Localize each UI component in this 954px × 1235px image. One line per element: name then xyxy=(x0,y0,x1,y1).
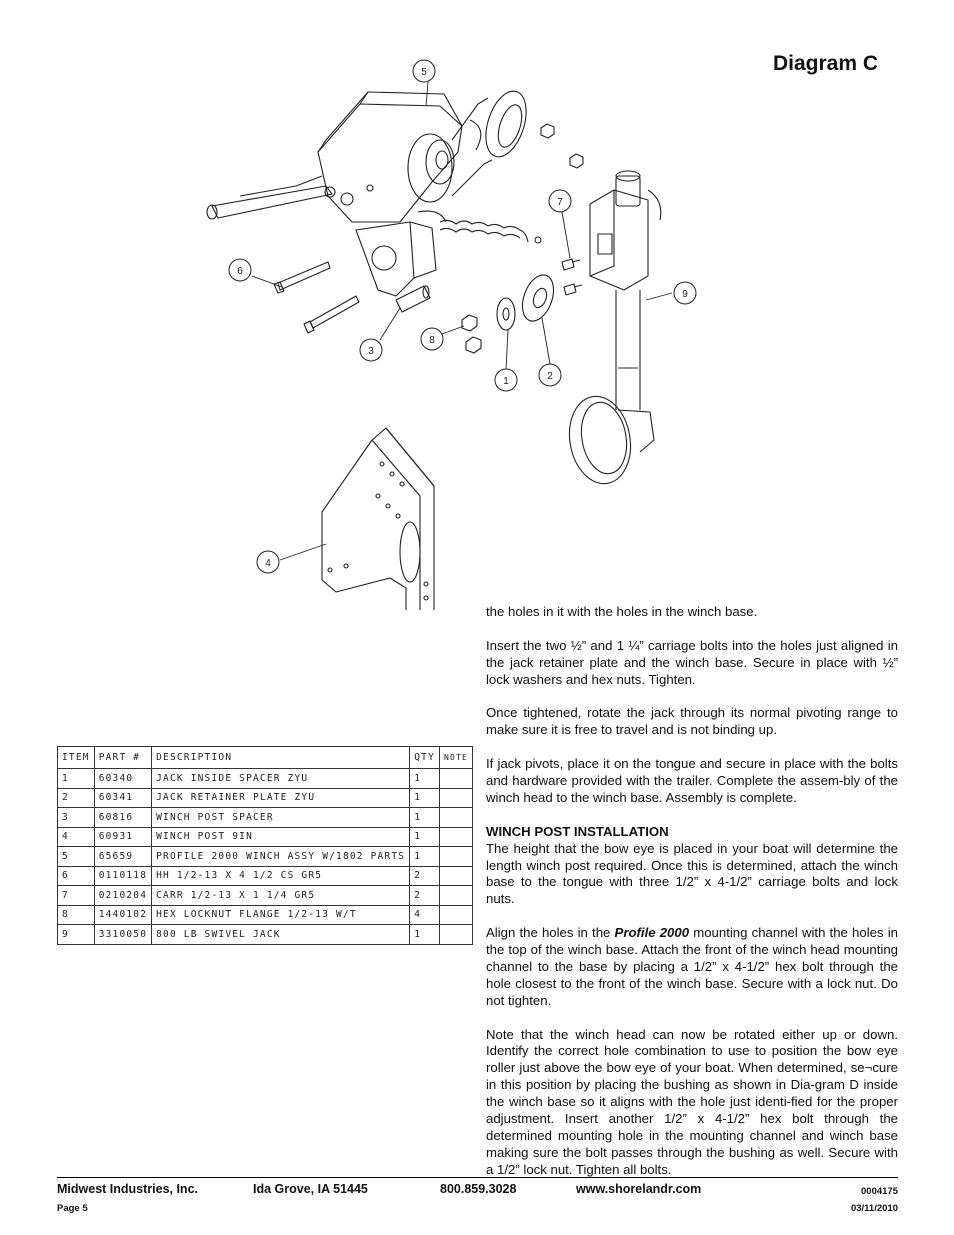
footer-location: Ida Grove, IA 51445 xyxy=(253,1182,368,1196)
hex-bolts-drawing xyxy=(274,262,430,333)
table-row xyxy=(58,808,473,828)
cell-qty: 2 xyxy=(410,886,440,906)
table-row xyxy=(58,866,473,886)
cell-part-number: 0110118 xyxy=(94,866,151,886)
cell-part-number: 0210204 xyxy=(94,886,151,906)
callout-7 xyxy=(549,190,571,212)
table-row xyxy=(58,925,473,945)
cell-note xyxy=(440,925,473,945)
footer-doc-number: 0004175 xyxy=(861,1186,898,1197)
parts-list-table xyxy=(57,746,473,945)
jack-plates-drawing xyxy=(497,271,559,330)
cell-description: JACK INSIDE SPACER ZYU xyxy=(152,769,410,789)
cell-item: 3 xyxy=(58,808,95,828)
svg-text:5: 5 xyxy=(421,67,427,78)
footer-website: www.shorelandr.com xyxy=(576,1182,702,1196)
cell-item: 8 xyxy=(58,905,95,925)
callout-3 xyxy=(360,339,382,361)
cell-part-number: 3310050 xyxy=(94,925,151,945)
cell-description: WINCH POST 9IN xyxy=(152,827,410,847)
carriage-bolts-drawing xyxy=(562,259,582,295)
footer-company: Midwest Industries, Inc. xyxy=(57,1182,198,1196)
paragraph: The height that the bow eye is placed in your boat will determine the length winch post required. Once this is determined, attach the winch base to the tongue with three 1/2” x 4-1/2” carriage bolts and lock nuts. xyxy=(486,840,898,907)
cell-qty: 1 xyxy=(410,827,440,847)
cell-qty: 1 xyxy=(410,788,440,808)
swivel-jack-drawing xyxy=(563,171,661,489)
cell-description: CARR 1/2-13 X 1 1/4 GR5 xyxy=(152,886,410,906)
cell-note xyxy=(440,905,473,925)
hex-nuts-drawing xyxy=(541,124,583,168)
table-row xyxy=(58,788,473,808)
cell-qty: 1 xyxy=(410,808,440,828)
cell-qty: 1 xyxy=(410,769,440,789)
cell-note xyxy=(440,827,473,847)
cell-note xyxy=(440,808,473,828)
svg-text:1: 1 xyxy=(503,376,509,387)
instructions-column xyxy=(486,604,898,1179)
svg-text:4: 4 xyxy=(265,558,271,569)
svg-text:3: 3 xyxy=(368,346,374,357)
cell-item: 7 xyxy=(58,886,95,906)
cell-part-number: 65659 xyxy=(94,847,151,867)
text-run: mounting channel with the holes in the top of the winch base. Attach the front of the winch head mounting channel to the base by placing a 1/2” x 4-1/2” hex bolt through the hole closest to the front of the winch base. Secure with a lock nut. Do not tighten. xyxy=(486,925,898,1008)
table-row xyxy=(58,905,473,925)
table-row xyxy=(58,886,473,906)
cell-item: 9 xyxy=(58,925,95,945)
callout-2 xyxy=(539,364,561,386)
paragraph: If jack pivots, place it on the tongue and secure in place with the bolts and hardware provided with the trailer. Complete the assem-bly of the winch head to the winch base. Assembly is complete. xyxy=(486,756,898,805)
cell-qty: 1 xyxy=(410,847,440,867)
column-header-description: DESCRIPTION xyxy=(152,747,410,769)
paragraph: the holes in it with the holes in the winch base. xyxy=(486,604,758,619)
cell-item: 4 xyxy=(58,827,95,847)
cell-qty: 4 xyxy=(410,905,440,925)
callout-5 xyxy=(413,60,435,82)
cell-note xyxy=(440,866,473,886)
callout-8 xyxy=(421,328,443,350)
column-header-note: NOTE xyxy=(440,747,473,769)
svg-text:2: 2 xyxy=(547,371,553,382)
callout-6 xyxy=(229,259,251,281)
cell-part-number: 60816 xyxy=(94,808,151,828)
section-heading: WINCH POST INSTALLATION xyxy=(486,823,669,839)
column-header-qty: QTY xyxy=(410,747,440,769)
cell-qty: 1 xyxy=(410,925,440,945)
paragraph: Once tightened, rotate the jack through its normal pivoting range to make sure it is free to travel and is not binding up. xyxy=(486,705,898,738)
cell-description: PROFILE 2000 WINCH ASSY W/1802 PARTS xyxy=(152,847,410,867)
cell-description: 800 LB SWIVEL JACK xyxy=(152,925,410,945)
cell-description: WINCH POST SPACER xyxy=(152,808,410,828)
cell-description: HEX LOCKNUT FLANGE 1/2-13 W/T xyxy=(152,905,410,925)
callout-bubbles xyxy=(229,60,696,573)
svg-text:6: 6 xyxy=(237,266,243,277)
svg-text:7: 7 xyxy=(557,197,563,208)
cell-description: HH 1/2-13 X 4 1/2 CS GR5 xyxy=(152,866,410,886)
paragraph: Insert the two ½” and 1 ¼” carriage bolts into the holes just aligned in the jack retainer plate and the winch base. Secure in place with ½” lock washers and hex nuts. Tighten. xyxy=(486,637,898,687)
cell-part-number: 1440102 xyxy=(94,905,151,925)
cell-part-number: 60340 xyxy=(94,769,151,789)
table-header-row xyxy=(58,747,473,769)
table-row xyxy=(58,847,473,867)
svg-text:8: 8 xyxy=(429,335,435,346)
cell-item: 5 xyxy=(58,847,95,867)
callout-9 xyxy=(674,282,696,304)
table-row xyxy=(58,827,473,847)
cell-part-number: 60341 xyxy=(94,788,151,808)
table-row xyxy=(58,769,473,789)
paragraph: Note that the winch head can now be rotated either up or down. Identify the correct hole combination to use to position the bow eye roller just above the bow eye of your boat. When determined, se¬cure in this position by placing the bushing as shown in Dia-gram D inside the winch base so it aligns with the hole just identi-fied for the proper adjustment. Insert another 1/2” x 4-1/2” hex bolt through the determined mounting hole in the mounting channel and winch base making sure the bolt passes through the bushing as well. Secure with a 1/2” lock nut. Tighten all bolts. xyxy=(486,1026,898,1177)
cell-qty: 2 xyxy=(410,866,440,886)
cell-note xyxy=(440,769,473,789)
footer-phone: 800.859.3028 xyxy=(440,1182,517,1196)
paragraph xyxy=(486,925,898,1010)
winch-post-drawing xyxy=(322,428,434,610)
footer-page-number: Page 5 xyxy=(57,1203,88,1214)
cell-note xyxy=(440,886,473,906)
column-header-item: ITEM xyxy=(58,747,95,769)
cell-item: 2 xyxy=(58,788,95,808)
diagram-title: Diagram C xyxy=(773,52,879,75)
cell-note xyxy=(440,788,473,808)
svg-text:9: 9 xyxy=(682,289,688,300)
product-name: Profile 2000 xyxy=(614,925,690,941)
footer-divider xyxy=(57,1177,898,1178)
callout-4 xyxy=(257,551,279,573)
cell-note xyxy=(440,847,473,867)
winch-assembly-drawing xyxy=(207,86,541,296)
footer-date: 03/11/2010 xyxy=(850,1203,898,1214)
callout-1 xyxy=(495,369,517,391)
cell-part-number: 60931 xyxy=(94,827,151,847)
locknuts-drawing xyxy=(462,315,481,353)
cell-item: 1 xyxy=(58,769,95,789)
text-run: Align the holes in the xyxy=(486,925,615,941)
cell-item: 6 xyxy=(58,866,95,886)
exploded-parts-diagram xyxy=(0,0,954,610)
column-header-part-number: PART # xyxy=(94,747,151,769)
cell-description: JACK RETAINER PLATE ZYU xyxy=(152,788,410,808)
